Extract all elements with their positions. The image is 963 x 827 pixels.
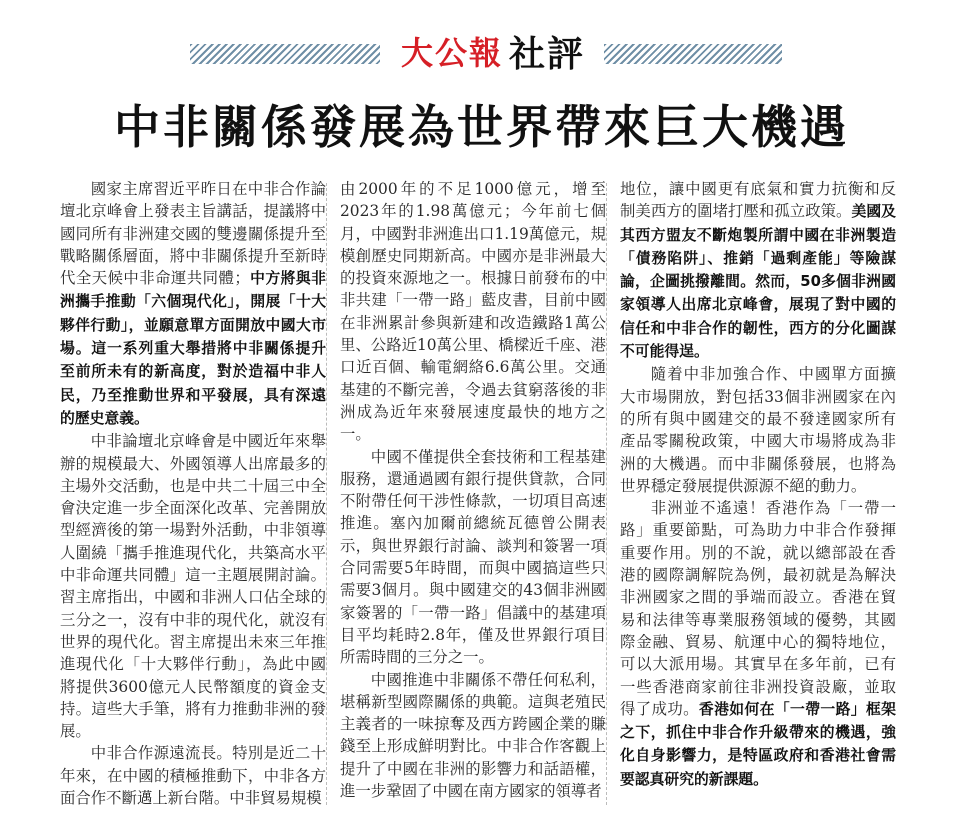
article-column-2 — [340, 178, 606, 802]
paragraph — [60, 178, 326, 430]
paragraph: 中國推進中非關係不帶任何私利，堪稱新型國際關係的典範。這與老殖民主義者的一味掠奪及西方跨國企業的賺錢至上形成鮮明對比。中非合作客觀上提升了中國在非洲的影響力和話語權，進一步鞏固了中國在南方國家的領導者 — [340, 670, 606, 801]
decorative-hatch-left — [190, 44, 380, 64]
article-column-1 — [60, 178, 326, 809]
paragraph-text: 地位，讓中國更有底氣和實力抗衡和反制美西方的圍堵打壓和孤立政策。 — [620, 180, 896, 221]
article-column-3 — [620, 178, 896, 791]
column-divider — [326, 183, 327, 805]
paragraph: 隨着中非加強合作、中國單方面擴大市場開放，對包括33個非洲國家在內的所有與中國建交的最不發達國家所有產品零關稅政策，中國大市場將成為非洲的大機遇。而中非關係發展，也將為世界穩定發展提供源源不絕的動力。 — [620, 365, 896, 495]
paragraph-bold-text: 香港如何在「一帶一路」框架之下，抓住中非合作升級帶來的機遇，強化自身影響力，是特區政府和香港社會需要認真研究的新課題。 — [620, 700, 896, 788]
decorative-hatch-right — [604, 44, 782, 64]
editorial-column-title: 社評 — [509, 32, 586, 75]
newspaper-logo: 大公報 — [400, 34, 503, 72]
paragraph-text: 國家主席習近平昨日在中非合作論壇北京峰會上發表主旨講話，提議將中國同所有非洲建交國的雙邊關係提升至戰略關係層面，將中非關係提升至新時代全天候中非命運共同體； — [60, 180, 326, 288]
paragraph-text: 非洲並不遙遠！香港作為「一帶一路」重要節點，可為助力中非合作發揮重要作用。別的不說，就以總部設在香港的國際調解院為例，最初就是為解決非洲國家之間的爭端而設立。香港在貿易和法律等專業服務領域的優勢，其國際金融、貿易、航運中心的獨特地位，可以大派用場。其實早在多年前，已有一些香港商家前往非洲投資設廠，並取得了成功。 — [620, 499, 896, 718]
column-divider — [606, 183, 607, 805]
masthead — [0, 18, 963, 78]
paragraph: 中非論壇北京峰會是中國近年來舉辦的規模最大、外國領導人出席最多的主場外交活動，也是中共二十屆三中全會決定進一步全面深化改革、完善開放型經濟後的第一場對外活動，中非領導人圍繞「攜手推進現代化，共築高水平中非命運共同體」這一主題展開討論。習主席指出，中國和非洲人口佔全球的三分之一，沒有中非的現代化，就沒有世界的現代化。習主席提出未來三年推進現代化「十大夥伴行動」，為此中國將提供3600億元人民幣額度的資金支持。這些大手筆，將有力推動非洲的發展。 — [60, 432, 326, 741]
paragraph — [620, 497, 896, 791]
paragraph-bold-text: 中方將與非洲攜手推動「六個現代化」，開展「十大夥伴行動」，並願意單方面開放中國大市場。這一系列重大舉措將中非關係提升至前所未有的新高度，對於造福中非人民，乃至推動世界和平發展，具有深遠的歷史意義。 — [60, 270, 326, 427]
paragraph: 中非合作源遠流長。特別是近二十年來，在中國的積極推動下，中非各方面合作不斷邁上新台階。中非貿易規模 — [60, 744, 326, 808]
paragraph-bold-text: 美國及其西方盟友不斷炮製所謂中國在非洲製造「債務陷阱」、推銷「過剩產能」等險謀論，企圖挑撥離間。然而，50多個非洲國家領導人出席北京峰會，展現了對中國的信任和中非合作的韌性，西方的分化圖謀不可能得逞。 — [620, 203, 896, 361]
editorial-brand — [388, 24, 598, 78]
headline: 中非關係發展為世界帶來巨大機遇 — [114, 100, 849, 154]
paragraph: 中國不僅提供全套技術和工程基建服務，還通過國有銀行提供貸款，合同不附帶任何干涉性條款，一切項目高速推進。塞內加爾前總統瓦德曾公開表示，與世界銀行討論、談判和簽署一項合同需要5年時間，而與中國搞這些只需要3個月。與中國建交的43個非洲國家簽署的「一帶一路」倡議中的基建項目平均耗時2.8年，僅及世界銀行項目所需時間的三分之一。 — [340, 447, 606, 667]
paragraph — [620, 178, 896, 363]
paragraph: 由2000年的不足1000億元，增至2023年的1.98萬億元；今年前七個月，中國對非洲進出口1.19萬億元，規模創歷史同期新高。中國亦是非洲最大的投資來源地之一。根據日前發布的中非共建「一帶一路」藍皮書，目前中國在非洲累計參與新建和改造鐵路1萬公里、公路近10萬公里、橋樑近千座、港口近百個、輸電網絡6.6萬公里。交通基建的不斷完善，令過去貧窮落後的非洲成為近年來發展速度最快的地方之一。 — [340, 180, 606, 444]
